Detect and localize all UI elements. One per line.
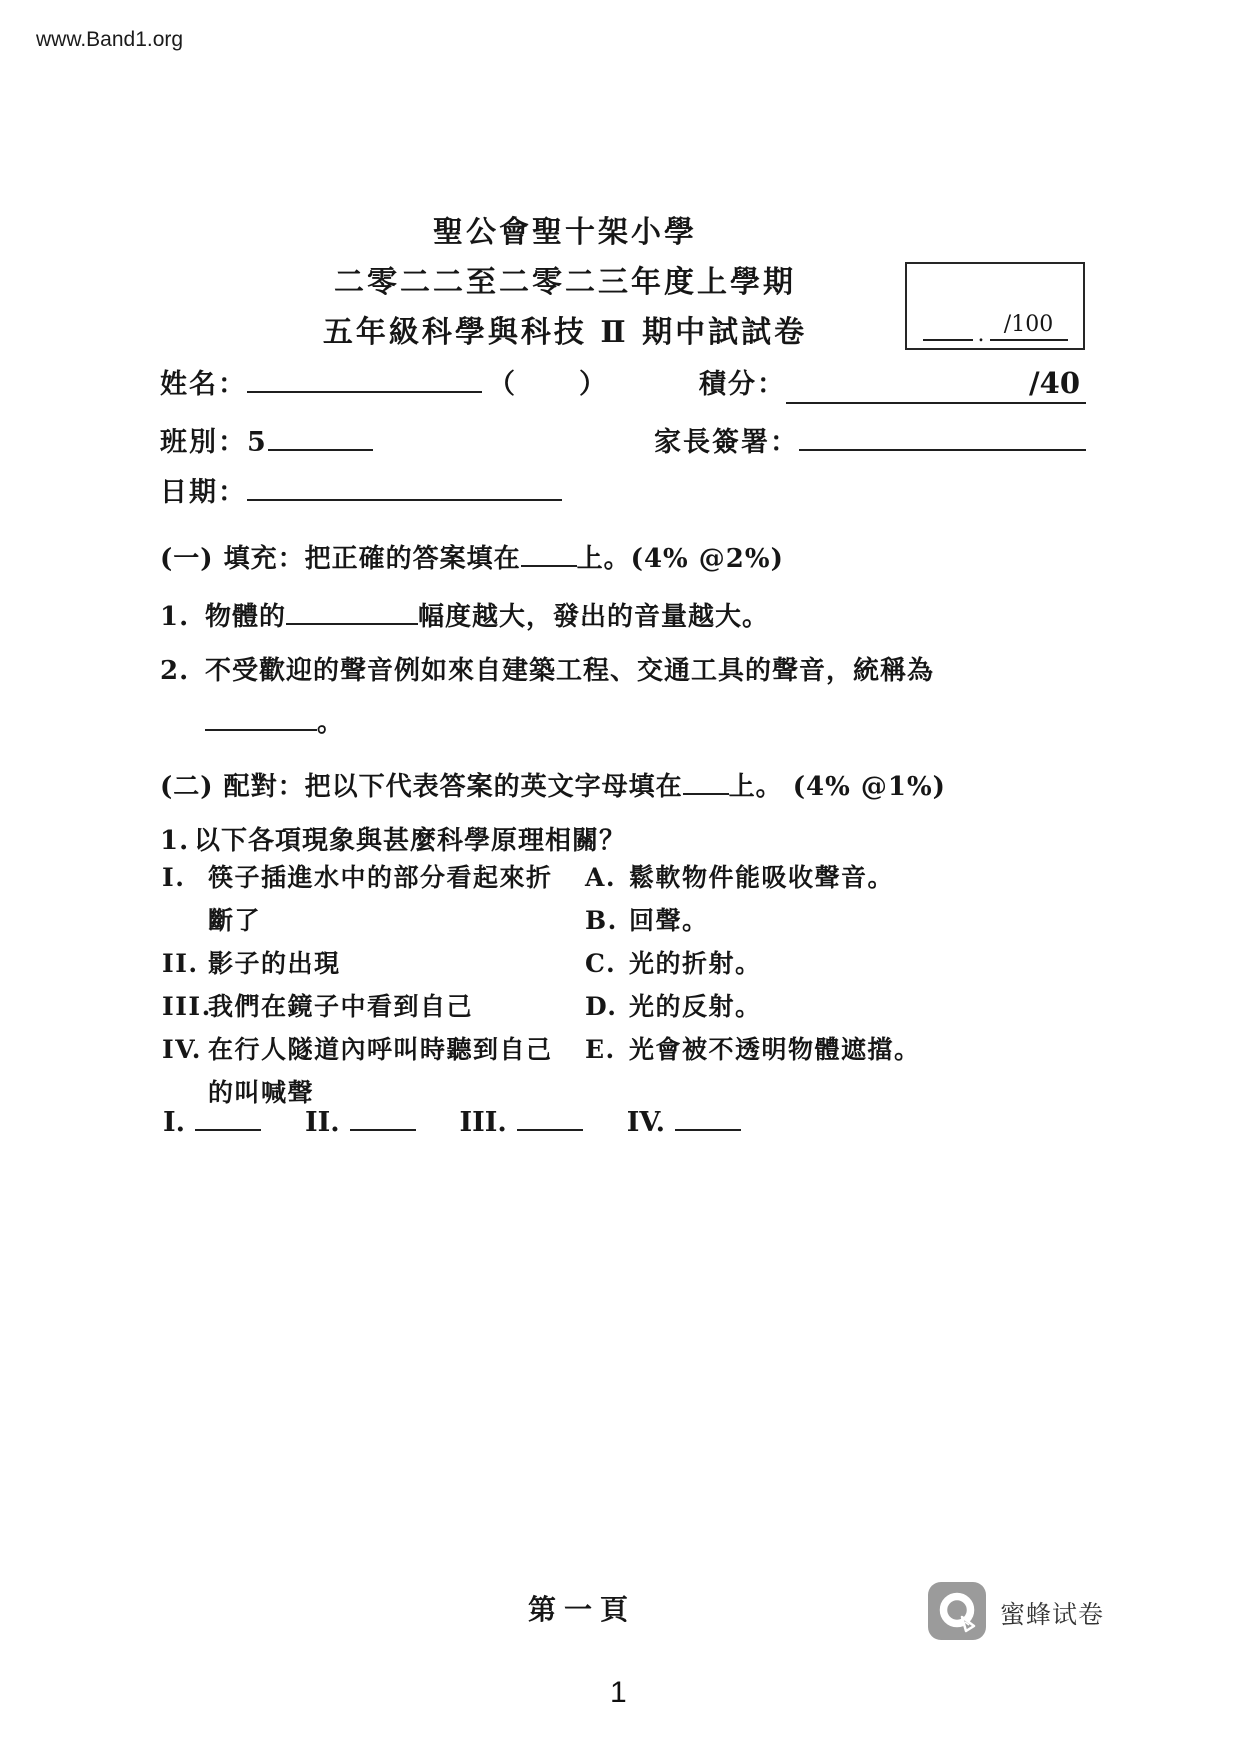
date-blank-line [247, 474, 562, 501]
answer-label: I. [163, 1107, 186, 1138]
match-item-text: 我們在鏡子中看到自己 [208, 992, 474, 1021]
match-option [585, 1030, 1005, 1073]
question-1-number: 1. [160, 602, 190, 632]
match-option-text: 光的折射。 [629, 949, 762, 978]
question-2 [160, 650, 934, 687]
watermark-url: www.Band1.org [36, 28, 184, 51]
parent-sign-label: 家長簽署： [654, 427, 799, 458]
matching-right-column [585, 858, 1005, 1073]
name-blank-line [247, 366, 482, 393]
question-2-blank [205, 705, 317, 731]
matching-answer-blanks-row [163, 1104, 741, 1138]
match-item [162, 901, 582, 944]
match-item-number: I. [162, 863, 186, 892]
answer-label: IV. [626, 1107, 665, 1138]
question-2-post: 。 [317, 708, 345, 738]
page-number: 1 [610, 1676, 627, 1709]
match-option [585, 987, 1005, 1030]
match-option [585, 858, 1005, 901]
answer-blank-group [163, 1104, 261, 1138]
class-value: 5 [247, 427, 268, 458]
section-one-heading [160, 538, 784, 575]
school-name: 聖公會聖十架小學 [433, 215, 697, 250]
answer-blank-line [517, 1104, 583, 1131]
match-item-text: 的叫喊聲 [208, 1078, 315, 1107]
bee-exam-logo-icon [928, 1582, 986, 1644]
name-label: 姓名： [160, 369, 247, 400]
parent-sign-group [654, 420, 1086, 459]
match-option-text: 回聲。 [629, 906, 709, 935]
question-1-post: 幅度越大，發出的音量越大。 [418, 602, 770, 632]
class-paren-close: ） [579, 369, 608, 400]
match-item-number: III. [162, 992, 212, 1021]
brand-name: 蜜蜂试卷 [1000, 1601, 1105, 1629]
answer-blank-line [675, 1104, 741, 1131]
match-option [585, 944, 1005, 987]
section-one-heading-post: 上。(4% @2%) [576, 544, 784, 574]
match-option-letter: E. [585, 1035, 616, 1064]
marks-group [699, 362, 1086, 404]
section-one-heading-pre: (一) 填充：把正確的答案填在 [160, 544, 521, 574]
paper-title: 五年級科學與科技 Ⅱ 期中試試卷 [322, 315, 808, 350]
answer-label: II. [304, 1107, 340, 1138]
match-item [162, 987, 582, 1030]
question-2-number: 2. [160, 656, 190, 686]
question-1-blank [286, 599, 418, 625]
section-two-heading [160, 766, 946, 803]
answer-label: III. [459, 1107, 507, 1138]
match-item-number: IV. [162, 1035, 202, 1064]
question-2-continuation [205, 702, 344, 739]
match-item [162, 944, 582, 987]
match-option [585, 901, 1005, 944]
match-item-number: II. [162, 949, 199, 978]
date-row [160, 470, 1086, 509]
name-row [160, 362, 1086, 404]
class-blank-line [268, 424, 373, 451]
section-two-heading-blank [683, 769, 729, 795]
answer-blank-group [627, 1104, 741, 1138]
match-item-text: 筷子插進水中的部分看起來折 [208, 863, 553, 892]
footer-page-label: 第一頁 [528, 1593, 637, 1626]
section-two-question-1 [160, 820, 626, 857]
class-label: 班別： [160, 427, 247, 458]
matching-left-column [162, 858, 582, 1116]
class-row [160, 420, 1086, 459]
date-label: 日期： [160, 477, 247, 508]
match-option-letter: D. [585, 992, 618, 1021]
match-option-text: 鬆軟物件能吸收聲音。 [629, 863, 895, 892]
answer-blank-line [350, 1104, 416, 1131]
section-one-heading-blank [521, 541, 577, 567]
match-item-text: 斷了 [208, 906, 262, 935]
match-item [162, 858, 582, 901]
section-two-heading-post: 上。 (4% @1%) [728, 772, 946, 802]
match-item [162, 1030, 582, 1073]
parent-sign-blank-line [799, 424, 1086, 451]
question-2-text: 不受歡迎的聲音例如來自建築工程、交通工具的聲音，統稱為 [205, 656, 935, 686]
question-1 [160, 596, 769, 633]
match-option-letter: B. [585, 906, 618, 935]
match-item-text: 影子的出現 [208, 949, 341, 978]
score-dot: . [977, 322, 985, 347]
question-1-pre: 物體的 [205, 602, 287, 632]
marks-total: /40 [786, 366, 1086, 404]
match-option-text: 光會被不透明物體遮擋。 [629, 1035, 921, 1064]
score-box [905, 262, 1085, 350]
answer-blank-group [460, 1104, 583, 1138]
score-blank-line [923, 325, 973, 341]
section-two-question-1-number: 1. [160, 826, 190, 856]
answer-blank-group [305, 1104, 416, 1138]
match-item-text: 在行人隧道內呼叫時聽到自己 [208, 1035, 553, 1064]
marks-label: 積分： [699, 369, 786, 400]
match-option-letter: A. [585, 863, 617, 892]
answer-blank-line [195, 1104, 261, 1131]
section-two-question-1-text: 以下各項現象與甚麼科學原理相關？ [194, 826, 627, 856]
score-total: /100 [990, 312, 1068, 341]
section-two-heading-pre: (二) 配對：把以下代表答案的英文字母填在 [160, 772, 683, 802]
brand-block [928, 1582, 1104, 1644]
match-option-text: 光的反射。 [629, 992, 762, 1021]
term-line: 二零二二至二零二三年度上學期 [334, 265, 796, 300]
class-paren-open: （ [488, 369, 517, 400]
match-option-letter: C. [585, 949, 617, 978]
